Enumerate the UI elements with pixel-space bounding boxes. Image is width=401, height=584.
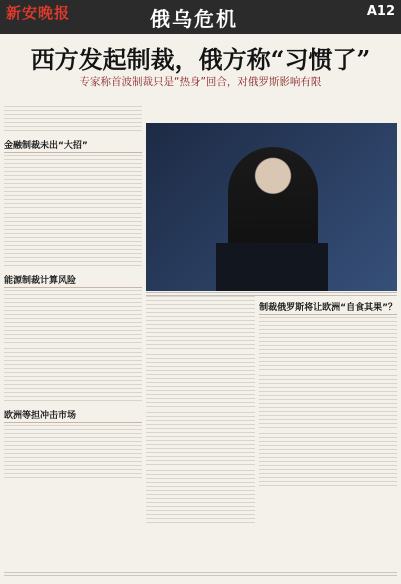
section-body xyxy=(4,348,142,404)
masthead xyxy=(0,0,401,34)
column-body xyxy=(146,412,255,468)
column-body xyxy=(259,433,397,489)
section-heading: 欧洲等担冲击市场 xyxy=(4,408,142,423)
column-body xyxy=(259,375,397,431)
section-body xyxy=(4,213,142,269)
column-body xyxy=(146,470,255,526)
section-body xyxy=(4,155,142,211)
column-body xyxy=(259,317,397,373)
page-number: A12 xyxy=(366,4,395,19)
column-body xyxy=(146,354,255,410)
section-body xyxy=(4,290,142,346)
newspaper-logo: 新安晚报 xyxy=(6,4,71,22)
section-heading: 能源制裁计算风险 xyxy=(4,273,142,288)
right-column xyxy=(146,296,397,528)
section-body xyxy=(4,425,142,481)
page-footer xyxy=(4,572,397,578)
section-title: 俄乌危机 xyxy=(150,7,238,31)
column-body xyxy=(146,296,255,352)
lead-paragraph xyxy=(4,106,142,134)
news-photo xyxy=(146,123,397,291)
photo-lectern xyxy=(216,243,328,291)
headline: 西方发起制裁，俄方称“习惯了” xyxy=(30,45,371,74)
subheadline: 专家称首波制裁只是“热身”回合，对俄罗斯影响有限 xyxy=(79,76,322,88)
section-heading: 金融制裁未出“大招” xyxy=(4,138,142,153)
left-column xyxy=(4,106,142,483)
column-heading: 制裁俄罗斯将让欧洲“自食其果”？ xyxy=(259,300,397,315)
